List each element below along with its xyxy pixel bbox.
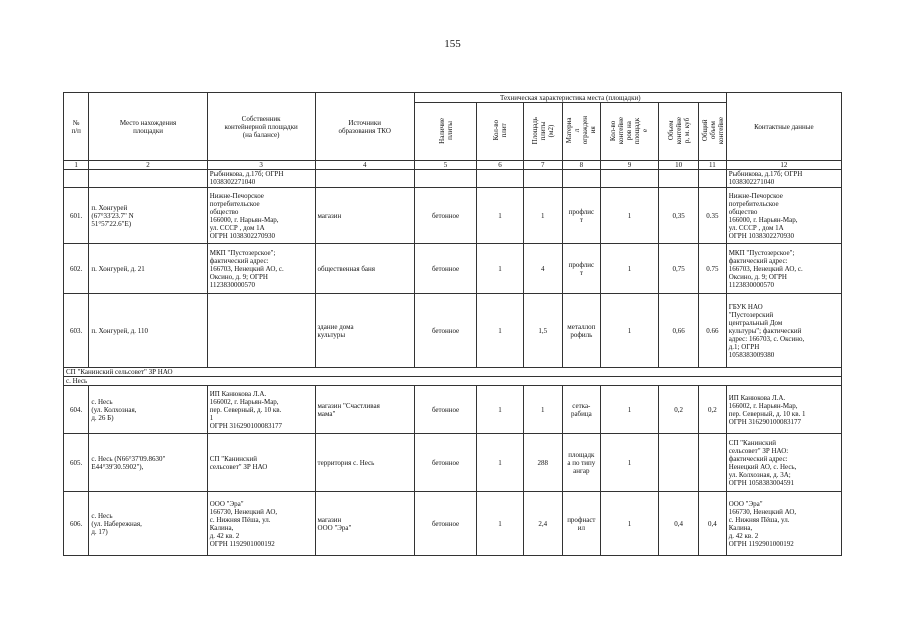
fence-material-cell [562,170,600,188]
contacts-cell: ООО "Эра" 166730, Ненецкий АО, с. Нижняя Пёша, ул. Калина, д. 42 кв. 2 ОГРН 1192901000192 [726,492,841,556]
header-plates-area: Площадь плиты (м2) [523,103,562,161]
plates-count-cell: 1 [477,434,524,492]
header-containers-count: Кол-во контейне ров на площадк е [600,103,658,161]
col-number: 11 [699,161,727,170]
fence-material-cell: профлис т [562,188,600,244]
container-volume-cell [659,170,699,188]
row-number: 601. [64,188,89,244]
location-cell [89,170,207,188]
header-location: Место нахождения площадки [89,93,207,161]
col-number: 12 [726,161,841,170]
owner-cell [207,294,315,368]
table-row [64,434,842,492]
total-volume-cell [699,170,727,188]
contacts-cell: Рыбникова, д.17б; ОГРН 1038302271040 [726,170,841,188]
contacts-cell: ИП Канюкова Л.А. 166002, г. Нарьян-Мар, пер. Северный, д. 10 кв. 1 ОГРН 316290100083177 [726,386,841,434]
contacts-cell: МКП "Пустозерское"; фактический адрес: 166703, Ненецкий АО, с. Оксино, д. 9; ОГРН 1123830000570 [726,244,841,294]
total-volume-cell: 0.66 [699,294,727,368]
header-owner: Собственник контейнерной площадки (на балансе) [207,93,315,161]
base-cell: бетонное [414,188,476,244]
table-row [64,244,842,294]
table-body-group-a [64,170,842,368]
page-number: 155 [444,38,461,50]
base-cell: бетонное [414,492,476,556]
header-base: Наличие плиты [414,103,476,161]
fence-material-cell: профнаст ил [562,492,600,556]
row-number: 604. [64,386,89,434]
base-cell: бетонное [414,386,476,434]
contacts-cell: ГБУК НАО "Пустозерский центральный Дом культуры"; фактический адрес: 166703, с. Оксино, д.1; ОГРН 1058383009380 [726,294,841,368]
header-tech-group: Техническая характеристика места (площадки) [414,93,726,103]
table-row [64,188,842,244]
container-sites-table [63,92,842,556]
table-row [64,294,842,368]
owner-cell: СП "Канинский сельсовет" ЗР НАО [207,434,315,492]
sources-cell: магазин ООО "Эра" [315,492,414,556]
owner-cell: ИП Канюкова Л.А. 166002, г. Нарьян-Мар, пер. Северный, д. 10 кв. 1 ОГРН 316290100083177 [207,386,315,434]
header-total-volume: Общий объем контейне [699,103,727,161]
fence-material-cell: металлоп рофиль [562,294,600,368]
sources-cell: территория с. Несь [315,434,414,492]
col-number: 8 [562,161,600,170]
containers-count-cell: 1 [600,244,658,294]
total-volume-cell: 0,2 [699,386,727,434]
location-cell: п. Хонгурей, д. 21 [89,244,207,294]
contacts-cell: Нижне-Печорское потребительское общество 166000, г. Нарьян-Мар, ул. СССР , дом 1А ОГРН 1038302270930 [726,188,841,244]
total-volume-cell: 0,4 [699,492,727,556]
base-cell [414,170,476,188]
total-volume-cell: 0.35 [699,188,727,244]
owner-cell: Нижне-Печорское потребительское общество 166000, г. Нарьян-Мар, ул. СССР , дом 1А ОГРН 1038302270930 [207,188,315,244]
containers-count-cell: 1 [600,188,658,244]
sources-cell: здание дома культуры [315,294,414,368]
location-cell: с. Несь (N66°37'09.8630" E44°39'30.5902"), [89,434,207,492]
base-cell: бетонное [414,434,476,492]
plates-count-cell: 1 [477,294,524,368]
location-cell: п. Хонгурей, д. 110 [89,294,207,368]
contacts-cell: СП "Канинский сельсовет" ЗР НАО: фактический адрес: Ненецкий АО, с. Несь, ул. Колхозная, д. 3А; ОГРН 1058383004591 [726,434,841,492]
header-sources: Источники образования ТКО [315,93,414,161]
plates-area-cell: 4 [523,244,562,294]
col-number: 3 [207,161,315,170]
base-cell: бетонное [414,294,476,368]
container-volume-cell: 0,35 [659,188,699,244]
location-cell: с. Несь (ул. Набережная, д. 17) [89,492,207,556]
plates-area-cell: 1,5 [523,294,562,368]
location-cell: с. Несь (ул. Колхозная, д. 26 Б) [89,386,207,434]
col-number: 6 [477,161,524,170]
col-number: 2 [89,161,207,170]
owner-cell: ООО "Эра" 166730, Ненецкий АО, с. Нижняя Пёша, ул. Калина, д. 42 кв. 2 ОГРН 1192901000192 [207,492,315,556]
col-number: 7 [523,161,562,170]
row-number: 603. [64,294,89,368]
row-number: 602. [64,244,89,294]
container-volume-cell: 0,75 [659,244,699,294]
container-volume-cell: 0,66 [659,294,699,368]
plates-area-cell: 1 [523,386,562,434]
plates-count-cell: 1 [477,386,524,434]
sources-cell [315,170,414,188]
col-number: 1 [64,161,89,170]
plates-count-cell: 1 [477,244,524,294]
fence-material-cell: профлис т [562,244,600,294]
row-number [64,170,89,188]
containers-count-cell: 1 [600,492,658,556]
plates-count-cell [477,170,524,188]
total-volume-cell [699,434,727,492]
container-volume-cell [659,434,699,492]
header-container-volume: Объем контейне р, м. куб [659,103,699,161]
container-volume-cell: 0,4 [659,492,699,556]
plates-area-cell: 288 [523,434,562,492]
containers-count-cell [600,170,658,188]
section-title: СП "Канинский сельсовет" ЗР НАО [64,368,842,377]
fence-material-cell: площадк а по типу ангар [562,434,600,492]
container-volume-cell: 0,2 [659,386,699,434]
col-number: 4 [315,161,414,170]
header-fence-material: Материа л огражден ия [562,103,600,161]
subsection-title: с. Несь [64,377,842,386]
containers-count-cell: 1 [600,294,658,368]
plates-area-cell [523,170,562,188]
table-body-group-b [64,386,842,556]
containers-count-cell: 1 [600,434,658,492]
plates-area-cell: 2,4 [523,492,562,556]
header-plates-count: Кол-во плит [477,103,524,161]
sources-cell: магазин "Счастливая мама" [315,386,414,434]
base-cell: бетонное [414,244,476,294]
header-num: № п/п [64,93,89,161]
total-volume-cell: 0.75 [699,244,727,294]
col-number: 5 [414,161,476,170]
owner-cell: МКП "Пустозерское"; фактический адрес: 166703, Ненецкий АО, с. Оксино, д. 9; ОГРН 1123830000570 [207,244,315,294]
col-number: 10 [659,161,699,170]
row-number: 606. [64,492,89,556]
row-number: 605. [64,434,89,492]
plates-count-cell: 1 [477,188,524,244]
location-cell: п. Хонгурей (67°33'23.7" N 51°57'22.6"E) [89,188,207,244]
plates-area-cell: 1 [523,188,562,244]
table-row [64,492,842,556]
table-row [64,170,842,188]
header-contacts: Контактные данные [726,93,841,161]
table-row [64,386,842,434]
fence-material-cell: сетка- рабица [562,386,600,434]
containers-count-cell: 1 [600,386,658,434]
owner-cell: Рыбникова, д.17б; ОГРН 1038302271040 [207,170,315,188]
col-number: 9 [600,161,658,170]
sources-cell: общественная баня [315,244,414,294]
sources-cell: магазин [315,188,414,244]
plates-count-cell: 1 [477,492,524,556]
